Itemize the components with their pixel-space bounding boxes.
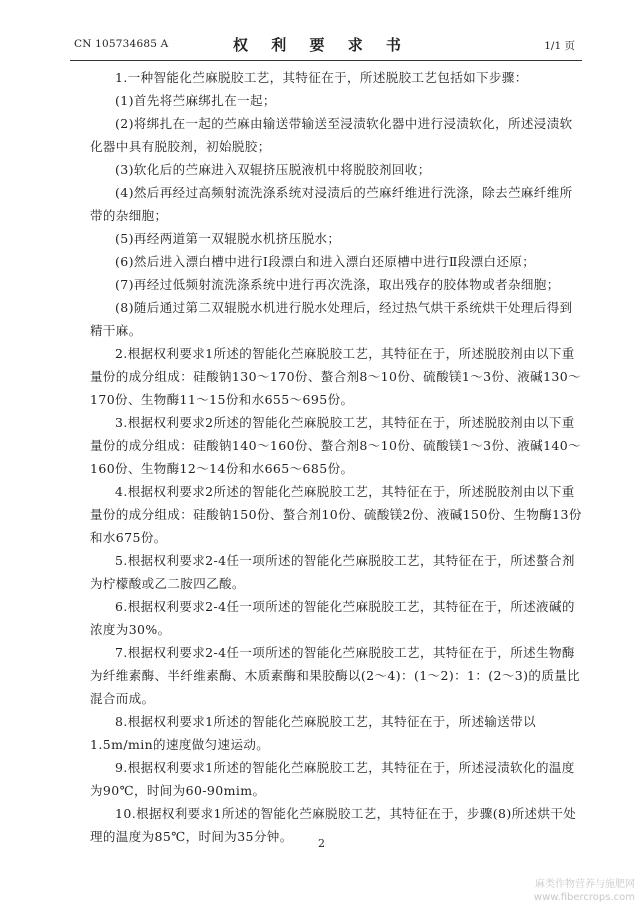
claim-1-step-5: (5)再经两道第一双辊脱水机挤压脱水； — [115, 231, 341, 246]
claim-10: 10.根据权利要求1所述的智能化苎麻脱胶工艺，其特征在于，步骤(8)所述烘干处理的温度为85℃，时间为35分钟。 — [90, 806, 577, 844]
claim-1-step-3: (3)软化后的苎麻进入双辊挤压脱液机中将脱胶剂回收； — [115, 162, 431, 177]
claim-5: 5.根据权利要求2-4任一项所述的智能化苎麻脱胶工艺，其特征在于，所述螯合剂为柠檬酸或乙二胺四乙酸。 — [90, 553, 575, 591]
site-watermark — [534, 878, 635, 904]
watermark-site-name: 麻类作物营养与施肥网 — [535, 879, 635, 890]
claim-1-step-2: (2)将绑扎在一起的苎麻由输送带输送至浸渍软化器中进行浸渍软化，所述浸渍软化器中具有脱胶剂，初始脱胶； — [90, 116, 573, 154]
watermark-url: www.fibercrops.com — [533, 892, 635, 903]
patent-number: CN 105734685 A — [74, 38, 169, 50]
page-indicator: 1/1 页 — [544, 40, 575, 52]
claim-7: 7.根据权利要求2-4任一项所述的智能化苎麻脱胶工艺，其特征在于，所述生物酶为纤维素酶、半纤维素酶、木质素酶和果胶酶以(2～4)：(1～2)：1：(2～3)的质量比混合而成。 — [90, 645, 581, 706]
claim-1-step-7: (7)再经过低频射流洗涤系统中进行再次洗涤，取出残存的胶体物或者杂细胞； — [115, 277, 560, 292]
page-title: 权 利 要 求 书 — [233, 36, 410, 54]
claim-8: 8.根据权利要求1所述的智能化苎麻脱胶工艺，其特征在于，所述输送带以1.5m/min的速度做匀速运动。 — [90, 714, 536, 752]
page-number: 2 — [318, 837, 325, 850]
claim-1-step-6: (6)然后进入漂白槽中进行Ⅰ段漂白和进入漂白还原槽中进行Ⅱ段漂白还原； — [115, 254, 536, 269]
claim-1-step-8: (8)随后通过第二双辊脱水机进行脱水处理后，经过热气烘干系统烘干处理后得到精干麻。 — [90, 300, 573, 338]
claim-4: 4.根据权利要求2所述的智能化苎麻脱胶工艺，其特征在于，所述脱胶剂由以下重量份的成分组成：硅酸钠150份、螯合剂10份、硫酸镁2份、液碱150份、生物酶13份和水675份。 — [90, 484, 582, 545]
claim-1-step-4: (4)然后再经过高频射流洗涤系统对浸渍后的苎麻纤维进行洗涤，除去苎麻纤维所带的杂细胞； — [90, 185, 573, 223]
claim-1-step-1: (1)首先将苎麻绑扎在一起； — [115, 93, 276, 108]
header-divider — [70, 60, 582, 61]
claim-3: 3.根据权利要求2所述的智能化苎麻脱胶工艺，其特征在于，所述脱胶剂由以下重量份的成分组成：硅酸钠140～160份、螯合剂8～10份、硫酸镁1～3份、液碱140～160份、生物酶12～14份和水665～685份。 — [90, 415, 582, 476]
claim-9: 9.根据权利要求1所述的智能化苎麻脱胶工艺，其特征在于，所述浸渍软化的温度为90℃，时间为60-90mim。 — [90, 760, 575, 798]
claim-6: 6.根据权利要求2-4任一项所述的智能化苎麻脱胶工艺，其特征在于，所述液碱的浓度为30%。 — [90, 599, 575, 637]
claims-body — [90, 66, 584, 848]
claim-2: 2.根据权利要求1所述的智能化苎麻脱胶工艺，其特征在于，所述脱胶剂由以下重量份的成分组成：硅酸钠130～170份、螯合剂8～10份、硫酸镁1～3份、液碱130～170份、生物酶11～15份和水655～695份。 — [90, 346, 582, 407]
claim-1-intro: 1.一种智能化苎麻脱胶工艺，其特征在于，所述脱胶工艺包括如下步骤： — [115, 70, 528, 85]
